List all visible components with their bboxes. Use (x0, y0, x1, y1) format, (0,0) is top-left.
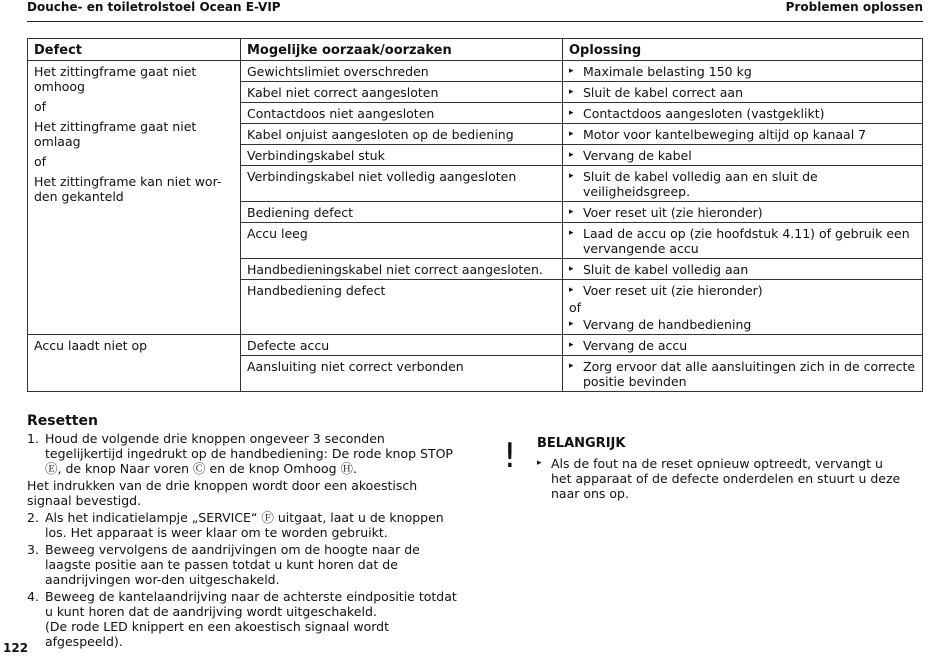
list-item (27, 510, 459, 540)
page-number: 122 (3, 641, 29, 655)
defect-text: Het zittingframe gaat niet omhoog (34, 64, 197, 94)
solution-text: Sluit de kabel volledig aan (583, 262, 749, 277)
bullet-arrow-icon: ▸ (569, 129, 574, 139)
step-number: 2. (27, 510, 39, 525)
solution-cell (563, 259, 923, 280)
solution-text: Sluit de kabel correct aan (583, 85, 744, 100)
document-title: Douche- en toiletrolstoel Ocean E-VIP (27, 0, 281, 14)
cause-cell: Verbindingskabel niet volledig aangesloten (241, 166, 563, 202)
bullet-arrow-icon: ▸ (569, 87, 574, 97)
bullet-arrow-icon: ▸ (569, 228, 574, 238)
bullet-arrow-icon: ▸ (569, 207, 574, 217)
solution-cell (563, 202, 923, 223)
step-text: Houd de volgende drie knoppen ongeveer 3 seconden tegelijkertijd ingedrukt op de handbediening: De rode knop STOP Ⓔ, de knop Naar voren Ⓒ en de knop Omhoog Ⓗ. (45, 431, 453, 476)
step-number: 3. (27, 542, 39, 557)
reset-steps (27, 431, 459, 476)
solution-cell (563, 124, 923, 145)
header-rule (27, 21, 923, 22)
solution-cell (563, 82, 923, 103)
or-text: of (569, 300, 582, 315)
solution-text: Zorg ervoor dat alle aansluitingen zich in de correcte positie bevinden (583, 359, 916, 389)
section-title: Problemen oplossen (785, 0, 923, 14)
cause-cell: Bediening defect (241, 202, 563, 223)
step-text (45, 589, 459, 649)
solution-text: Voer reset uit (zie hieronder) (583, 283, 763, 298)
list-item (27, 431, 459, 476)
reset-steps (27, 510, 459, 649)
solution-text: Sluit de kabel volledig aan en sluit de veiligheidsgreep. (583, 169, 818, 199)
bullet-arrow-icon: ▸ (537, 458, 542, 468)
table-header-row (28, 39, 923, 61)
troubleshooting-table (27, 38, 923, 392)
solution-cell (563, 356, 923, 392)
step-number: 4. (27, 589, 39, 604)
solution-cell (563, 103, 923, 124)
table-row (28, 61, 923, 82)
important-notice (537, 436, 907, 501)
step-text-main: Beweeg de kantelaandrijving naar de achterste eindpositie totdat u kunt horen dat de aandrijving wordt uitgeschakeld. (45, 589, 457, 619)
solution-cell (563, 61, 923, 82)
defect-cell-battery: Accu laadt niet op (28, 335, 241, 392)
important-heading: BELANGRIJK (537, 436, 626, 451)
bullet-arrow-icon: ▸ (569, 361, 574, 371)
solution-cell (563, 223, 923, 259)
table-row (28, 335, 923, 356)
warning-exclamation-icon: ! (503, 436, 517, 476)
cause-cell: Contactdoos niet aangesloten (241, 103, 563, 124)
list-item (27, 542, 459, 587)
bullet-arrow-icon: ▸ (569, 285, 574, 295)
list-item (27, 589, 459, 649)
bullet-arrow-icon: ▸ (569, 319, 574, 329)
bullet-arrow-icon: ▸ (569, 171, 574, 181)
cause-cell: Handbedieningskabel niet correct aangesloten. (241, 259, 563, 280)
solution-text: Motor voor kantelbeweging altijd op kanaal 7 (583, 127, 867, 142)
solution-text: Vervang de kabel (583, 148, 692, 163)
solution-text: Contactdoos aangesloten (vastgeklikt) (583, 106, 825, 121)
reset-note: Het indrukken van de drie knoppen wordt door een akoestisch signaal bevestigd. (27, 478, 418, 508)
defect-text: Het zittingframe kan niet wor-den gekanteld (34, 174, 222, 204)
defect-cell-seat-frame (28, 61, 241, 335)
cause-cell: Gewichtslimiet overschreden (241, 61, 563, 82)
cause-cell: Aansluiting niet correct verbonden (241, 356, 563, 392)
or-text: of (34, 154, 47, 169)
step-text-note: (De rode LED knippert en een akoestisch signaal wordt afgespeeld). (45, 619, 390, 649)
cause-cell: Verbindingskabel stuk (241, 145, 563, 166)
reset-heading: Resetten (27, 413, 98, 429)
bullet-arrow-icon: ▸ (569, 264, 574, 274)
bullet-arrow-icon: ▸ (569, 150, 574, 160)
cause-cell: Kabel onjuist aangesloten op de bediening (241, 124, 563, 145)
cause-cell: Handbediening defect (241, 280, 563, 335)
solution-cell (563, 280, 923, 335)
solution-text: Vervang de accu (583, 338, 688, 353)
step-text: Als het indicatielampje „SERVICE“ Ⓕ uitgaat, laat u de knoppen los. Het apparaat is weer klaar om te worden gebruikt. (45, 510, 444, 540)
or-text: of (34, 99, 47, 114)
solution-cell (563, 145, 923, 166)
header-cause: Mogelijke oorzaak/oorzaken (241, 39, 563, 61)
reset-section (27, 414, 459, 651)
solution-text: Maximale belasting 150 kg (583, 64, 752, 79)
important-text: Als de fout na de reset opnieuw optreedt, vervangt u het apparaat of de defecte onderdelen en stuurt u deze naar ons op. (551, 456, 901, 501)
step-number: 1. (27, 431, 39, 446)
solution-cell (563, 335, 923, 356)
defect-text: Het zittingframe gaat niet omlaag (34, 119, 197, 149)
cause-cell: Defecte accu (241, 335, 563, 356)
solution-text: Voer reset uit (zie hieronder) (583, 205, 763, 220)
bullet-arrow-icon: ▸ (569, 66, 574, 76)
solution-text: Vervang de handbediening (583, 317, 752, 332)
header-solution: Oplossing (563, 39, 923, 61)
cause-cell: Accu leeg (241, 223, 563, 259)
solution-cell (563, 166, 923, 202)
bullet-arrow-icon: ▸ (569, 108, 574, 118)
header-defect: Defect (28, 39, 241, 61)
solution-text: Laad de accu op (zie hoofdstuk 4.11) of gebruik een vervangende accu (583, 226, 910, 256)
step-text: Beweeg vervolgens de aandrijvingen om de hoogte naar de laagste positie aan te passen totdat u kunt horen dat de aandrijvingen wor-den uitgeschakeld. (45, 542, 420, 587)
cause-cell: Kabel niet correct aangesloten (241, 82, 563, 103)
bullet-arrow-icon: ▸ (569, 340, 574, 350)
